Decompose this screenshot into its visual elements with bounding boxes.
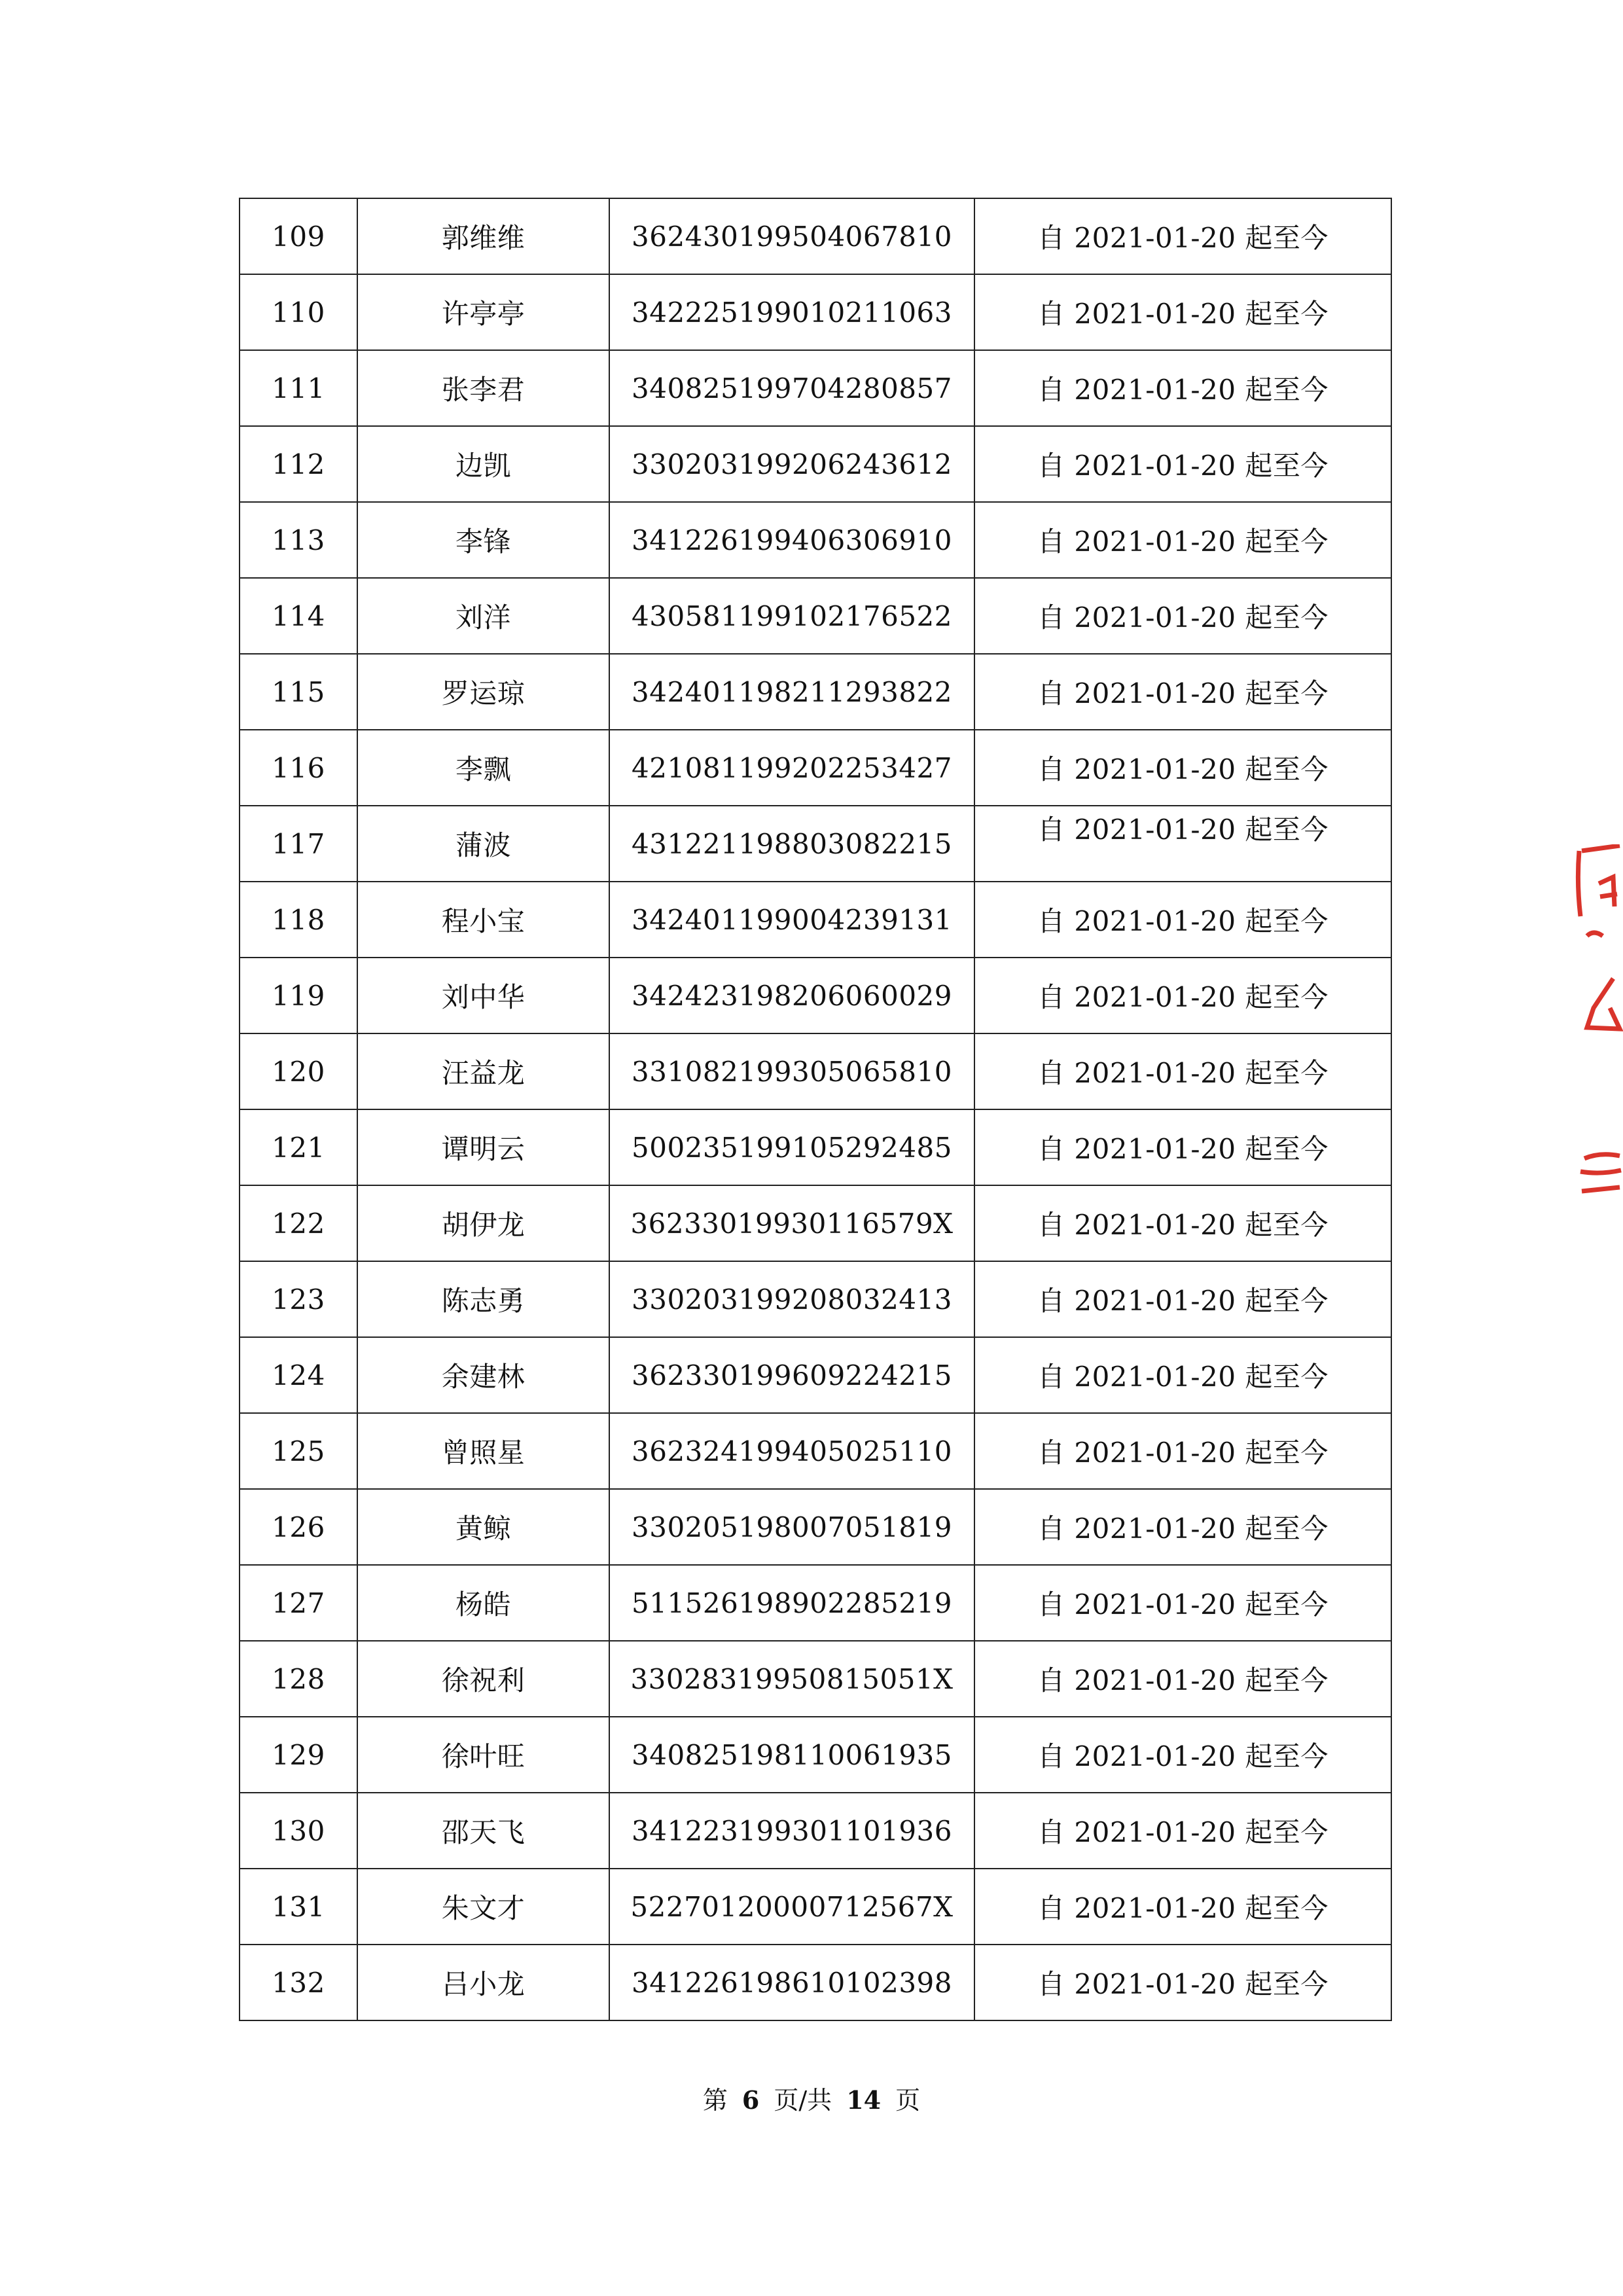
person-name: 谭明云 — [357, 1109, 609, 1185]
person-name: 陈志勇 — [357, 1261, 609, 1337]
footer-suffix: 页 — [895, 2086, 921, 2115]
table-row — [240, 1109, 1391, 1185]
page-footer — [0, 2080, 1623, 2116]
row-number: 115 — [240, 654, 357, 730]
person-name: 吕小龙 — [357, 1945, 609, 2020]
row-number: 119 — [240, 958, 357, 1033]
id-number: 511526198902285219 — [609, 1565, 974, 1641]
row-number: 130 — [240, 1793, 357, 1869]
row-number: 116 — [240, 730, 357, 806]
period: 自 2021-01-20 起至今 — [1037, 814, 1329, 846]
roster-table-container — [239, 198, 1391, 2021]
person-name: 程小宝 — [357, 882, 609, 958]
period: 自 2021-01-20 起至今 — [974, 1261, 1391, 1337]
id-number: 341226199406306910 — [609, 502, 974, 578]
id-number: 331082199305065810 — [609, 1033, 974, 1109]
table-row — [240, 274, 1391, 350]
period: 自 2021-01-20 起至今 — [974, 1717, 1391, 1793]
row-number: 125 — [240, 1413, 357, 1489]
row-number: 132 — [240, 1945, 357, 2020]
person-name: 朱文才 — [357, 1869, 609, 1945]
table-row — [240, 578, 1391, 654]
person-name: 郭维维 — [357, 198, 609, 274]
row-number: 109 — [240, 198, 357, 274]
id-number: 341223199301101936 — [609, 1793, 974, 1869]
table-row — [240, 1793, 1391, 1869]
row-number: 113 — [240, 502, 357, 578]
total-page-count: 14 — [846, 2085, 882, 2115]
period: 自 2021-01-20 起至今 — [974, 1413, 1391, 1489]
row-number: 124 — [240, 1337, 357, 1413]
row-number: 122 — [240, 1185, 357, 1261]
table-row — [240, 502, 1391, 578]
id-number: 362330199609224215 — [609, 1337, 974, 1413]
id-number: 340825199704280857 — [609, 350, 974, 426]
period: 自 2021-01-20 起至今 — [974, 578, 1391, 654]
table-row — [240, 1641, 1391, 1717]
person-name: 邵天飞 — [357, 1793, 609, 1869]
period: 自 2021-01-20 起至今 — [974, 426, 1391, 502]
period: 自 2021-01-20 起至今 — [974, 958, 1391, 1033]
period: 自 2021-01-20 起至今 — [974, 1033, 1391, 1109]
row-number: 127 — [240, 1565, 357, 1641]
roster-table — [239, 198, 1392, 2021]
period: 自 2021-01-20 起至今 — [974, 1337, 1391, 1413]
id-number: 362430199504067810 — [609, 198, 974, 274]
id-number: 330203199208032413 — [609, 1261, 974, 1337]
person-name: 徐祝利 — [357, 1641, 609, 1717]
table-row — [240, 1185, 1391, 1261]
row-number: 131 — [240, 1869, 357, 1945]
period: 自 2021-01-20 起至今 — [974, 1489, 1391, 1565]
footer-prefix: 第 — [702, 2086, 728, 2115]
row-number: 126 — [240, 1489, 357, 1565]
row-number: 112 — [240, 426, 357, 502]
period: 自 2021-01-20 起至今 — [974, 1793, 1391, 1869]
id-number: 330203199206243612 — [609, 426, 974, 502]
table-row — [240, 350, 1391, 426]
period: 自 2021-01-20 起至今 — [974, 350, 1391, 426]
person-name: 李锋 — [357, 502, 609, 578]
period-cell — [974, 806, 1391, 882]
id-number: 36233019930116579X — [609, 1185, 974, 1261]
footer-middle: 页/共 — [774, 2086, 832, 2115]
person-name: 余建林 — [357, 1337, 609, 1413]
period: 自 2021-01-20 起至今 — [974, 1869, 1391, 1945]
id-number: 342401198211293822 — [609, 654, 974, 730]
table-row — [240, 1945, 1391, 2020]
person-name: 黄鲸 — [357, 1489, 609, 1565]
period: 自 2021-01-20 起至今 — [974, 1185, 1391, 1261]
id-number: 330205198007051819 — [609, 1489, 974, 1565]
id-number: 362324199405025110 — [609, 1413, 974, 1489]
table-row — [240, 882, 1391, 958]
table-row — [240, 654, 1391, 730]
row-number: 114 — [240, 578, 357, 654]
table-row — [240, 1413, 1391, 1489]
row-number: 111 — [240, 350, 357, 426]
person-name: 许亭亭 — [357, 274, 609, 350]
person-name: 刘洋 — [357, 578, 609, 654]
period: 自 2021-01-20 起至今 — [974, 198, 1391, 274]
table-row — [240, 1033, 1391, 1109]
table-row — [240, 198, 1391, 274]
person-name: 李飘 — [357, 730, 609, 806]
person-name: 罗运琼 — [357, 654, 609, 730]
period: 自 2021-01-20 起至今 — [974, 730, 1391, 806]
row-number: 123 — [240, 1261, 357, 1337]
id-number: 430581199102176522 — [609, 578, 974, 654]
red-seal-fragment — [1574, 844, 1623, 1211]
person-name: 曾照星 — [357, 1413, 609, 1489]
id-number: 342401199004239131 — [609, 882, 974, 958]
period: 自 2021-01-20 起至今 — [974, 882, 1391, 958]
row-number: 110 — [240, 274, 357, 350]
table-row — [240, 426, 1391, 502]
person-name: 杨皓 — [357, 1565, 609, 1641]
person-name: 张李君 — [357, 350, 609, 426]
row-number: 121 — [240, 1109, 357, 1185]
id-number: 342423198206060029 — [609, 958, 974, 1033]
id-number: 421081199202253427 — [609, 730, 974, 806]
current-page-number: 6 — [741, 2085, 760, 2115]
table-row — [240, 1565, 1391, 1641]
period: 自 2021-01-20 起至今 — [974, 1945, 1391, 2020]
id-number: 33028319950815051X — [609, 1641, 974, 1717]
row-number: 128 — [240, 1641, 357, 1717]
row-number: 117 — [240, 806, 357, 882]
person-name: 汪益龙 — [357, 1033, 609, 1109]
id-number: 500235199105292485 — [609, 1109, 974, 1185]
period: 自 2021-01-20 起至今 — [974, 1641, 1391, 1717]
row-number: 129 — [240, 1717, 357, 1793]
period: 自 2021-01-20 起至今 — [974, 502, 1391, 578]
id-number: 342225199010211063 — [609, 274, 974, 350]
table-row — [240, 958, 1391, 1033]
person-name: 边凯 — [357, 426, 609, 502]
period: 自 2021-01-20 起至今 — [974, 1565, 1391, 1641]
id-number: 341226198610102398 — [609, 1945, 974, 2020]
id-number: 431221198803082215 — [609, 806, 974, 882]
person-name: 刘中华 — [357, 958, 609, 1033]
table-row — [240, 1337, 1391, 1413]
row-number: 118 — [240, 882, 357, 958]
table-row — [240, 1489, 1391, 1565]
table-row — [240, 1717, 1391, 1793]
person-name: 胡伊龙 — [357, 1185, 609, 1261]
row-number: 120 — [240, 1033, 357, 1109]
person-name: 蒲波 — [357, 806, 609, 882]
table-row — [240, 1869, 1391, 1945]
table-row — [240, 1261, 1391, 1337]
id-number: 52270120000712567X — [609, 1869, 974, 1945]
table-row — [240, 730, 1391, 806]
person-name: 徐叶旺 — [357, 1717, 609, 1793]
period: 自 2021-01-20 起至今 — [974, 654, 1391, 730]
id-number: 340825198110061935 — [609, 1717, 974, 1793]
period: 自 2021-01-20 起至今 — [974, 274, 1391, 350]
period: 自 2021-01-20 起至今 — [974, 1109, 1391, 1185]
table-row — [240, 806, 1391, 882]
